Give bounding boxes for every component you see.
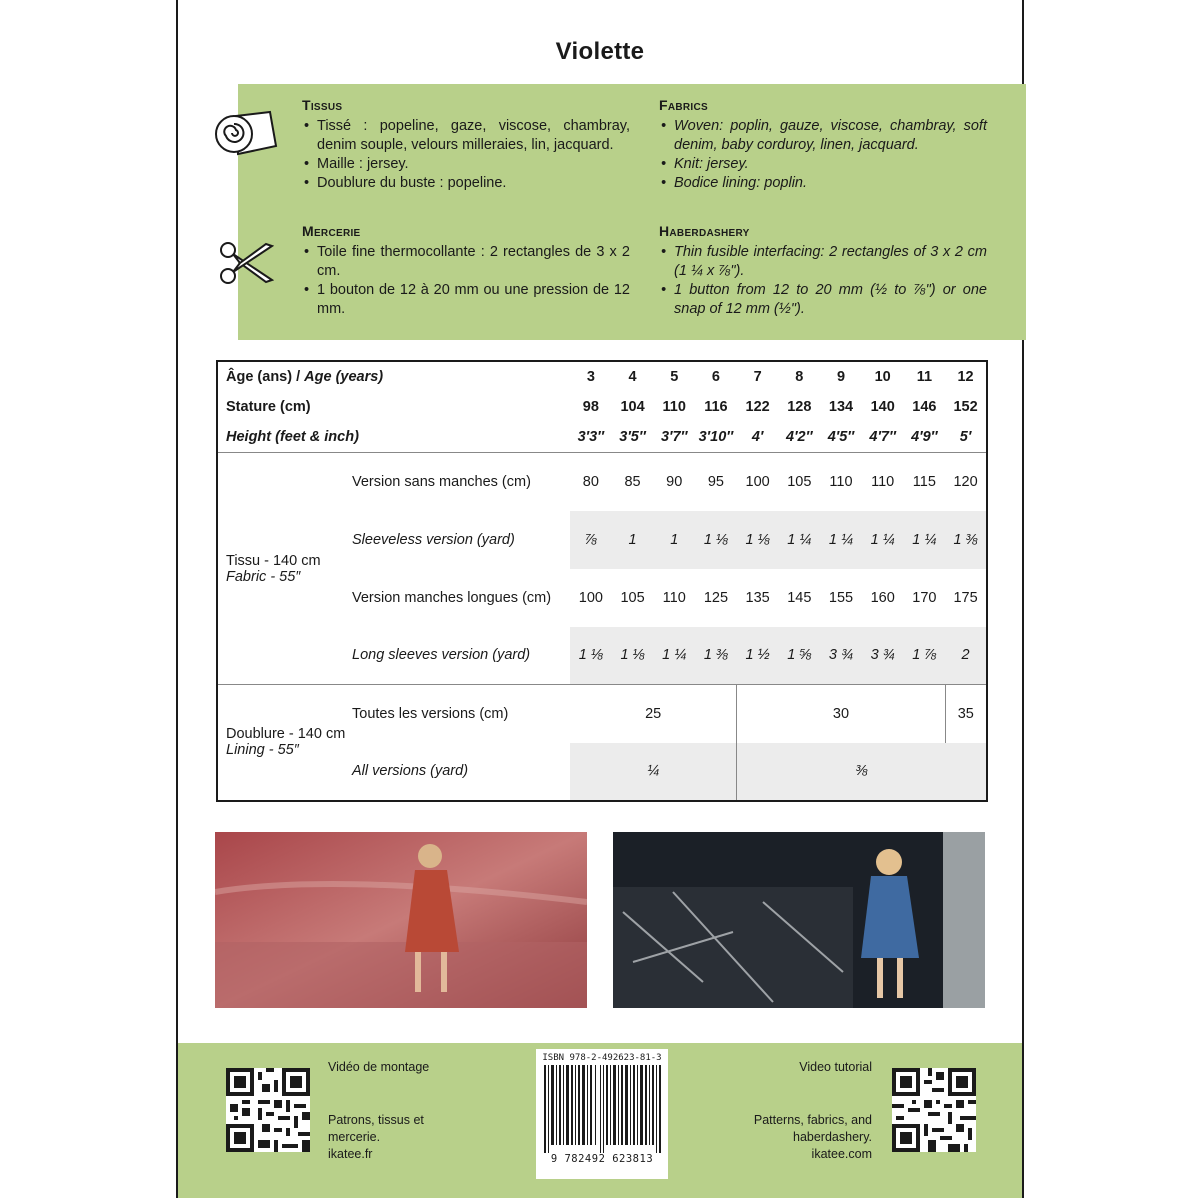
shop-text-fr: Patrons, tissus et mercerie. ikatee.fr (328, 1113, 424, 1161)
list-item: • 1 button from 12 to 20 mm (½ to ⅞") or one snap of 12 mm (½"). (659, 281, 987, 319)
table-cell: 100 (578, 589, 603, 606)
table-cell: 105 (620, 589, 645, 606)
table-cell: 1 ⅜ (695, 627, 737, 685)
stature-cell: 116 (704, 399, 728, 415)
table-cell: 1 ⅛ (612, 627, 654, 685)
stature-cell: 98 (582, 399, 599, 415)
height-label: Height (feet & inch) (226, 429, 359, 445)
video-tutorial-fr: Vidéo de montage (328, 1060, 430, 1074)
table-cell: 160 (870, 589, 895, 606)
shop-text-en: Patterns, fabrics, and haberdashery. ikatee.com (753, 1113, 872, 1161)
age-cell: 6 (711, 369, 720, 385)
table-cell: ⅜ (737, 743, 987, 801)
table-cell: 1 (653, 511, 695, 569)
table-cell: 100 (737, 453, 779, 511)
stature-cell: 110 (662, 399, 686, 415)
age-cell: 12 (957, 369, 974, 385)
age-cell: 9 (836, 369, 846, 385)
stature-row (217, 392, 987, 422)
height-cell: 3′7″ (660, 429, 688, 445)
age-cell: 8 (795, 369, 804, 385)
table-cell: 110 (862, 453, 904, 511)
table-cell: 1 ⅜ (945, 511, 987, 569)
fabrics-en-list (659, 117, 987, 193)
stature-cell: 122 (745, 399, 770, 415)
table-cell: 120 (945, 453, 987, 511)
age-cell: 11 (916, 369, 933, 385)
table-cell: 85 (612, 453, 654, 511)
isbn-barcode (536, 1049, 668, 1179)
height-cell: 5′ (959, 429, 972, 445)
photo-blue-dress (613, 832, 985, 1008)
age-cell: 5 (670, 369, 679, 385)
stature-cell: 104 (620, 399, 645, 415)
list-item: • Tissé : popeline, gaze, viscose, chambray, denim souple, velours milleraies, lin, jacquard. (302, 117, 630, 155)
fabrics-fr-heading: Tissus (302, 97, 343, 113)
age-row (217, 361, 987, 392)
table-cell: 175 (953, 589, 978, 606)
height-cell: 3′5″ (619, 429, 646, 445)
table-cell: 135 (745, 589, 770, 606)
table-cell: 35 (945, 685, 987, 743)
stature-cell: 134 (828, 399, 854, 415)
footer-band (178, 1043, 1022, 1198)
table-cell: 110 (820, 453, 862, 511)
table-cell: 2 (945, 627, 987, 685)
table-cell: 1 ⅛ (737, 511, 779, 569)
table-cell: 95 (695, 453, 737, 511)
table-cell: 1 ¼ (778, 511, 820, 569)
stature-cell: 128 (787, 399, 812, 415)
row-label: Toutes les versions (cm) (352, 685, 570, 743)
table-cell: 30 (737, 685, 945, 743)
table-cell: 1 (612, 511, 654, 569)
row-label: Sleeveless version (yard) (352, 531, 515, 548)
height-cell: 4′9″ (911, 429, 938, 445)
table-cell: 170 (912, 589, 937, 606)
table-cell: 110 (662, 589, 686, 606)
table-cell: 115 (904, 453, 946, 511)
fabric-group-label: Tissu - 140 cm Fabric - 55″ (217, 453, 352, 685)
haberdashery-en-list (659, 243, 987, 319)
table-cell: 1 ½ (737, 627, 779, 685)
age-label: Âge (ans) / Age (years) (226, 369, 384, 385)
list-item: • 1 bouton de 12 à 20 mm ou une pression de 12 mm. (302, 281, 630, 319)
height-cell: 3′10″ (698, 429, 734, 445)
table-cell: 1 ¼ (862, 511, 904, 569)
fabric-roll-icon (214, 110, 278, 160)
table-cell: ¼ (570, 743, 737, 801)
table-cell: ⅞ (570, 511, 612, 569)
haberdashery-fr-heading: Mercerie (302, 223, 361, 239)
table-cell: 1 ⅛ (695, 511, 737, 569)
list-item: • Thin fusible interfacing: 2 rectangles of 3 x 2 cm (1 ¼ x ⅞"). (659, 243, 987, 281)
table-cell: 1 ¼ (904, 511, 946, 569)
haberdashery-en-heading: Haberdashery (659, 223, 750, 239)
photo-red-dress (215, 832, 587, 1008)
size-yardage-table (216, 360, 988, 802)
age-cell: 10 (874, 369, 891, 385)
height-cell: 4′5″ (827, 429, 855, 445)
qr-code-fr (226, 1068, 310, 1152)
list-item: • Knit: jersey. (659, 155, 987, 174)
table-cell: 155 (828, 589, 854, 606)
row-label: All versions (yard) (352, 763, 469, 779)
table-cell: 1 ¼ (653, 627, 695, 685)
height-cell: 4′2″ (786, 429, 813, 445)
pattern-back-cover (176, 0, 1024, 1198)
video-tutorial-en: Video tutorial (799, 1060, 872, 1074)
row-label: Long sleeves version (yard) (352, 647, 531, 664)
list-item: • Bodice lining: poplin. (659, 174, 987, 193)
list-item: • Maille : jersey. (302, 155, 630, 174)
fabrics-fr-list (302, 117, 630, 193)
stature-cell: 146 (912, 399, 937, 415)
table-cell: 90 (653, 453, 695, 511)
row-label: Version sans manches (cm) (352, 453, 570, 511)
table-cell: 125 (703, 589, 729, 606)
table-cell: 1 ⅝ (778, 627, 820, 685)
isbn-text: ISBN 978-2-492623-81-3 (542, 1053, 662, 1063)
fabrics-en-heading: Fabrics (659, 97, 708, 113)
height-cell: 3′3″ (577, 429, 605, 445)
table-row (217, 453, 987, 511)
qr-code-en (892, 1068, 976, 1152)
lining-group-label: Doublure - 140 cm Lining - 55″ (217, 685, 352, 801)
height-cell: 4′ (751, 429, 764, 445)
age-cell: 7 (753, 369, 762, 385)
table-cell: 3 ¾ (862, 627, 904, 685)
table-cell: 145 (787, 589, 812, 606)
age-cell: 3 (586, 369, 595, 385)
row-label: Version manches longues (cm) (352, 589, 552, 606)
table-cell: 105 (778, 453, 820, 511)
table-cell: 1 ¼ (820, 511, 862, 569)
list-item: • Woven: poplin, gauze, viscose, chambray, soft denim, baby corduroy, linen, jacquard. (659, 117, 987, 155)
scissors-icon (218, 240, 274, 286)
table-cell: 3 ¾ (820, 627, 862, 685)
barcode-digits: 9 782492 623813 (550, 1153, 654, 1165)
barcode-bars (540, 1065, 664, 1153)
stature-cell: 140 (870, 399, 895, 415)
table-cell: 25 (570, 685, 737, 743)
table-row (217, 685, 987, 743)
stature-cell: 152 (953, 399, 978, 415)
list-item: • Toile fine thermocollante : 2 rectangles de 3 x 2 cm. (302, 243, 630, 281)
table-cell: 1 ⅛ (570, 627, 612, 685)
height-cell: 4′7″ (869, 429, 896, 445)
age-cell: 4 (628, 369, 637, 385)
list-item: • Doublure du buste : popeline. (302, 174, 630, 193)
page-title: Violette (555, 38, 645, 65)
stature-label: Stature (cm) (226, 399, 311, 415)
table-cell: 1 ⅞ (904, 627, 946, 685)
haberdashery-fr-list (302, 243, 630, 319)
table-cell: 80 (570, 453, 612, 511)
height-row (217, 422, 987, 453)
